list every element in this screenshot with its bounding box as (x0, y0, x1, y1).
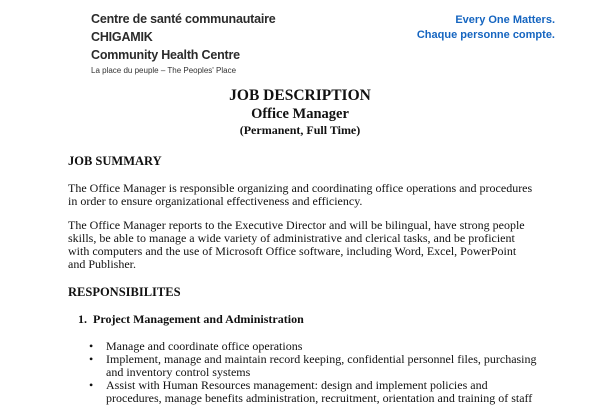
org-tagline: La place du peuple – The Peoples' Place (91, 66, 237, 75)
document-title (0, 86, 600, 138)
motto-en: Every One Matters. (455, 14, 555, 26)
list-item (68, 353, 550, 379)
org-name-chigamik: CHIGAMIK (91, 30, 153, 44)
document-body (68, 154, 550, 405)
title-employment-type: (Permanent, Full Time) (239, 123, 361, 137)
list-item-line: Implement, manage and maintain record keeping, confidential personnel files, purchasing (106, 352, 537, 366)
summary-para1-line2: in order to ensure organizational effectiveness and efficiency. (68, 194, 363, 208)
org-name-fr: Centre de santé communautaire (91, 12, 276, 26)
section-title: Project Management and Administration (93, 312, 304, 326)
responsibility-list (68, 340, 550, 405)
section-heading (78, 313, 550, 326)
organization-block (91, 10, 276, 77)
motto-fr: Chaque personne compte. (416, 29, 555, 41)
title-job-description: JOB DESCRIPTION (229, 87, 371, 104)
bullet-icon: • (89, 378, 94, 392)
responsibilities-heading: RESPONSIBILITES (68, 285, 181, 299)
org-name-en: Community Health Centre (91, 48, 240, 62)
summary-heading: JOB SUMMARY (68, 154, 162, 168)
summary-para1-line1: The Office Manager is responsible organizing and coordinating office operations and procedures (68, 181, 533, 195)
list-item-line: Assist with Human Resources management: design and implement policies and (106, 378, 488, 392)
motto-block (417, 13, 555, 43)
summary-para2-line3: with computers and the use of Microsoft Office software, including Word, Excel, PowerPoint (68, 244, 517, 258)
summary-para2-line1: The Office Manager reports to the Executive Director and will be bilingual, have strong people (68, 218, 525, 232)
list-item-line: and inventory control systems (106, 365, 251, 379)
list-item-line: procedures, manage benefits administration, recruitment, orientation and training of staff (106, 391, 533, 405)
bullet-icon: • (89, 339, 94, 353)
list-item (68, 379, 550, 405)
list-item-line: Manage and coordinate office operations (106, 339, 303, 353)
bullet-icon: • (89, 352, 94, 366)
summary-para2-line4: and Publisher. (68, 257, 136, 271)
summary-para2-line2: skills, be able to manage a wide variety of administrative and clerical tasks, and be proficient (68, 231, 515, 245)
title-position: Office Manager (251, 106, 349, 122)
section-number: 1. (78, 312, 87, 326)
